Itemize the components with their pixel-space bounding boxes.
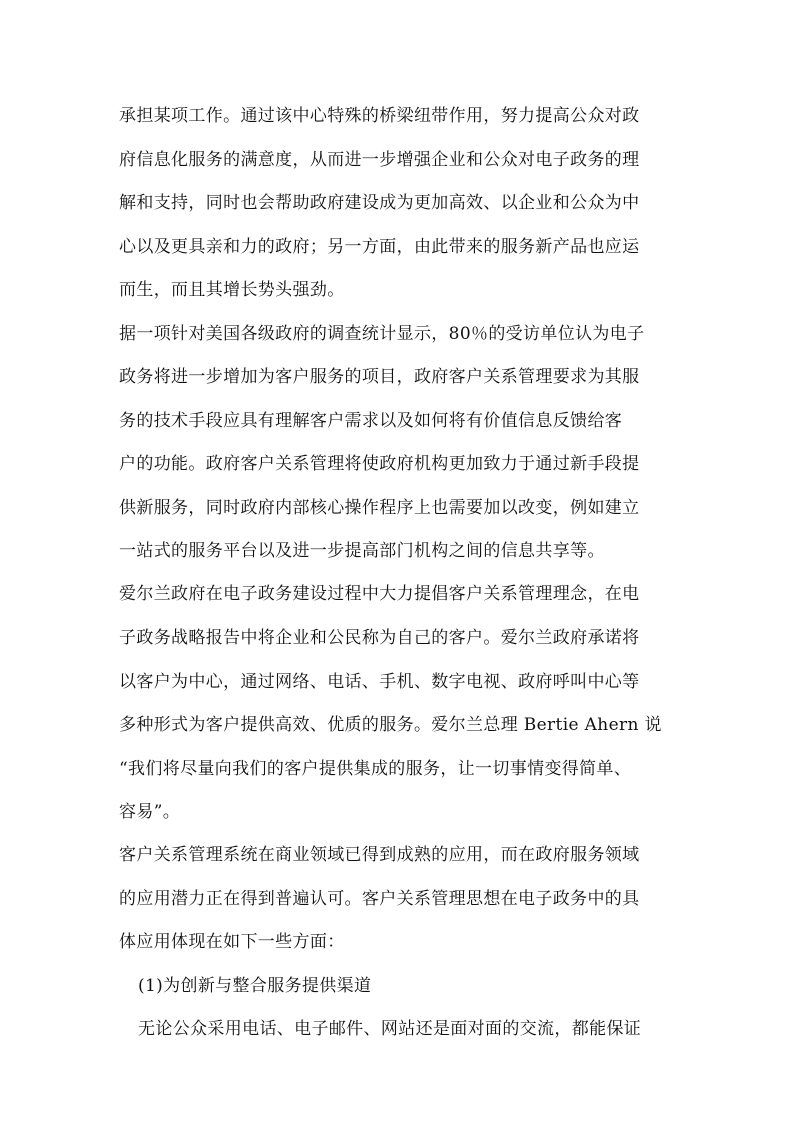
text-line: 多种形式为客户提供高效、优质的服务。爱尔兰总理 Bertie Ahern 说 — [119, 715, 662, 735]
text-line: 府信息化服务的满意度，从而进一步增强企业和公众对电子政务的理 — [119, 150, 640, 170]
text-line: 容易”。 — [119, 802, 181, 822]
text-line: 务的技术手段应具有理解客户需求以及如何将有价值信息反馈给客 — [119, 411, 623, 431]
text-line: 政务将进一步增加为客户服务的项目，政府客户关系管理要求为其服 — [119, 367, 640, 387]
text-line: 承担某项工作。通过该中心特殊的桥梁纽带作用，努力提高公众对政 — [119, 106, 640, 126]
text-line: 子政务战略报告中将企业和公民称为自己的客户。爱尔兰政府承诺将 — [119, 628, 640, 648]
text-line: 据一项针对美国各级政府的调查统计显示，80％的受访单位认为电子 — [119, 324, 645, 344]
text-line: 一站式的服务平台以及进一步提高部门机构之间的信息共享等。 — [119, 541, 605, 561]
text-line: 体应用体现在如下一些方面： — [119, 932, 345, 952]
text-line: 心以及更具亲和力的政府；另一方面，由此带来的服务新产品也应运 — [119, 237, 640, 257]
text-line: 无论公众采用电话、电子邮件、网站还是面对面的交流，都能保证 — [138, 1019, 642, 1039]
text-line: 户的功能。政府客户关系管理将使政府机构更加致力于通过新手段提 — [119, 454, 640, 474]
text-line: 爱尔兰政府在电子政务建设过程中大力提倡客户关系管理理念，在电 — [119, 584, 640, 604]
text-line: 的应用潜力正在得到普遍认可。客户关系管理思想在电子政务中的具 — [119, 889, 640, 909]
text-line: 客户关系管理系统在商业领域已得到成熟的应用，而在政府服务领域 — [119, 845, 640, 865]
text-line: (1)为创新与整合服务提供渠道 — [138, 976, 372, 996]
text-line: “我们将尽量向我们的客户提供集成的服务，让一切事情变得简单、 — [119, 759, 632, 779]
text-line: 解和支持，同时也会帮助政府建设成为更加高效、以企业和公众为中 — [119, 193, 640, 213]
text-line: 以客户为中心，通过网络、电话、手机、数字电视、政府呼叫中心等 — [119, 672, 640, 692]
text-line: 供新服务，同时政府内部核心操作程序上也需要加以改变，例如建立 — [119, 498, 640, 518]
text-line: 而生，而且其增长势头强劲。 — [119, 280, 345, 300]
